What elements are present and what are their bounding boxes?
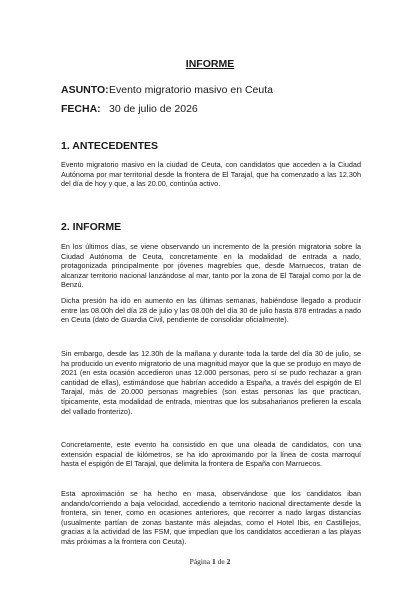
fecha-value: 30 de julio de 2026: [109, 103, 198, 115]
page-middle: de: [215, 557, 227, 566]
asunto-label: ASUNTO:: [61, 84, 109, 96]
page-number: [0, 557, 420, 566]
fecha-row: [61, 103, 198, 115]
paragraph: Evento migratorio masivo en la ciudad de Ceuta, con candidatos que acceden a la Ciudad Autónoma por mar territorial desde la frontera de El Tarajal, que ha comenzado a las 12.30h del día de hoy y que, a las 20.00, continúa activo.: [61, 160, 361, 189]
page-total: 2: [226, 557, 231, 566]
paragraph: En los últimos días, se viene observando un incremento de la presión migratoria sobre la Ciudad Autónoma de Ceuta, concretamente en la modalidad de entrada a nado, protagonizada principalmente por jóvenes magrebíes que, desde Marruecos, tratan de alcanzar territorio nacional lanzándose al mar, tanto por la zona de El Tarajal como por la de Benzú.: [61, 242, 361, 290]
asunto-value: Evento migratorio masivo en Ceuta: [109, 84, 273, 96]
paragraph: Sin embargo, desde las 12.30h de la mañana y durante toda la tarde del día 30 de julio, se ha producido un evento migratorio de una magnitud mayor que la que se produjo en mayo de 2021 (en esta ocasión accedieron unas 12.000 personas, pero sí se pudo rechazar a gran cantidad de ellas), estimándose que habrían accedido a España, a través del espigón de El Tarajal, más de 20.000 personas magrebíes (son estas personas las que practican, típicamente, esta modalidad de entrada, mientras que los subsaharianos prefieren la escala del vallado fronterizo).: [61, 349, 361, 416]
paragraph: Dicha presión ha ido en aumento en las últimas semanas, habiéndose llegado a producir entre las 08.00h del día 28 de julio y las 08.00h del día 30 de julio hasta 878 entradas a nado en Ceuta (dato de Guardia Civil, pendiente de consolidar oficialmente).: [61, 296, 361, 325]
paragraph: Concretamente, este evento ha consistido en que una oleada de candidatos, con una extensión espacial de kilómetros, se ha ido aproximando por la línea de costa marroquí hasta el espigón de El Tarajal, que delimita la frontera de España con Marruecos.: [61, 440, 361, 469]
paragraph: Esta aproximación se ha hecho en masa, observándose que los candidatos iban andando/corriendo a baja velocidad, accediendo a territorio nacional directamente desde la frontera, sin tener, como en ocasiones anteriores, que recorrer a nado largas distancias (usualmente partían de zonas bastante más alejadas, como el Hotel Ibis, en Castillejos, gracias a la actividad de las FSM, que impedían que los candidatos accedieran a las playas más próximas a la frontera con Ceuta).: [61, 489, 361, 546]
document-title: INFORME: [185, 58, 235, 70]
asunto-row: [61, 84, 273, 96]
page-current: 1: [211, 557, 216, 566]
section-heading-antecedentes: 1. ANTECEDENTES: [61, 140, 159, 152]
page-prefix: Página: [189, 557, 212, 566]
section-heading-informe: 2. INFORME: [61, 221, 122, 233]
fecha-label: FECHA:: [61, 103, 101, 115]
